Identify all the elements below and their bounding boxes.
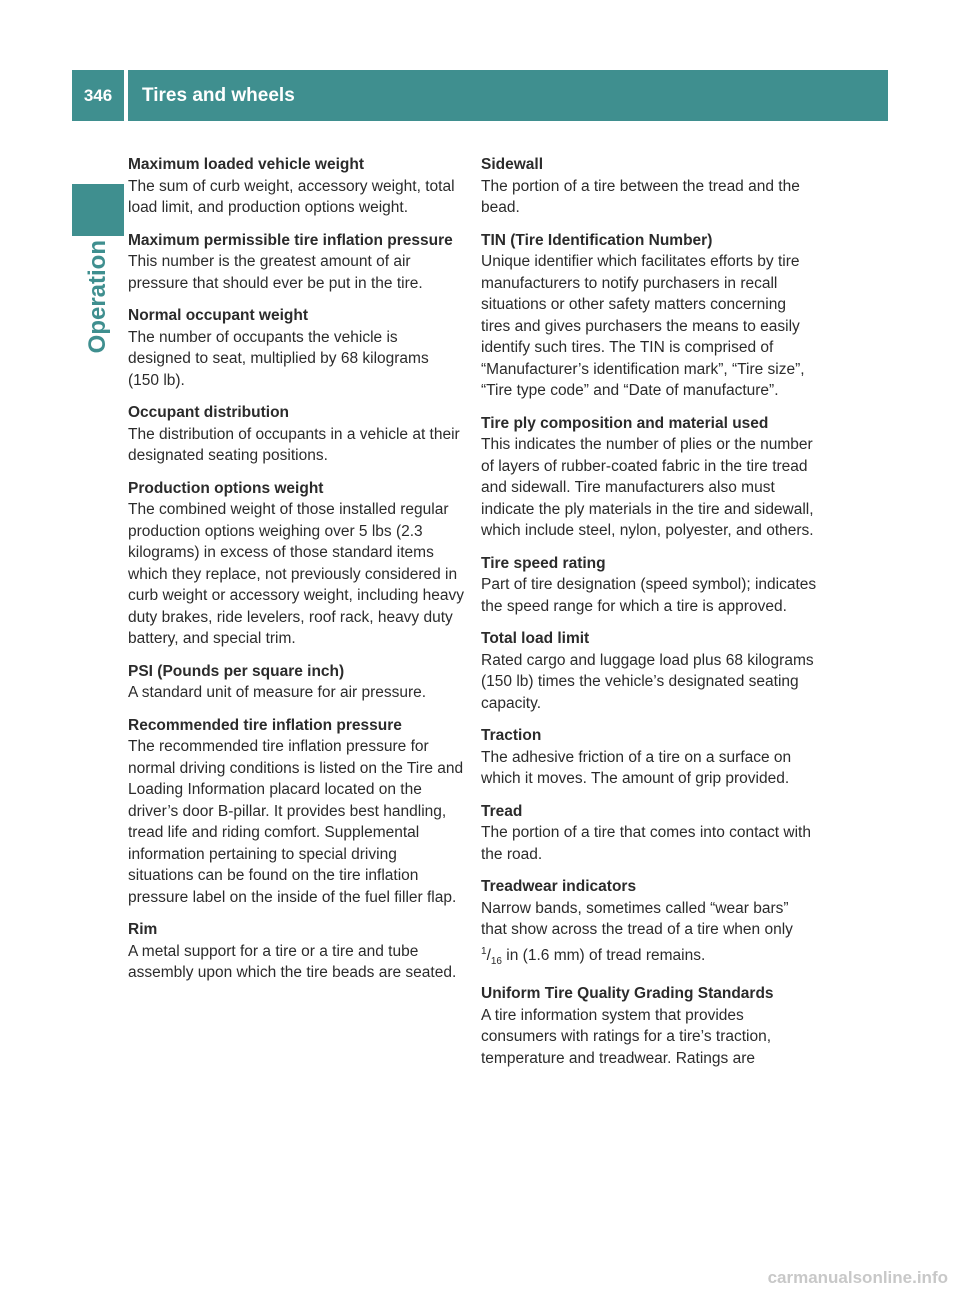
entry-term: Recommended tire inflation pressure: [128, 716, 402, 734]
entry-term: Tire ply composition and material used: [481, 414, 769, 432]
entry-term: Uniform Tire Quality Grading Standards: [481, 985, 774, 1003]
entry-term: Total load limit: [481, 630, 590, 647]
entry-definition: A metal support for a tire or a tire and tube assembly upon which the tire beads are seated.: [128, 942, 457, 981]
glossary-entry: [481, 725, 817, 790]
entry-definition: The distribution of occupants in a vehicle at their designated seating positions.: [128, 425, 460, 464]
entry-term: Maximum permissible tire inflation pressure: [128, 231, 453, 249]
entry-term: Sidewall: [481, 156, 544, 173]
entry-definition: The number of occupants the vehicle is designed to seat, multiplied by 68 kilograms (150 lb).: [128, 328, 429, 389]
right-column: [481, 154, 817, 1080]
entry-term: Occupant distribution: [128, 404, 290, 421]
glossary-entry: [128, 919, 464, 984]
glossary-entry: [128, 661, 464, 704]
glossary-entry: [481, 876, 817, 972]
entry-definition: The portion of a tire between the tread and the bead.: [481, 177, 800, 216]
entry-definition: Rated cargo and luggage load plus 68 kilograms (150 lb) times the vehicle’s designated seating capacity.: [481, 651, 814, 712]
entry-term: Treadwear indicators: [481, 878, 637, 895]
glossary-entry: [128, 715, 464, 909]
watermark: carmanualsonline.info: [767, 1268, 948, 1287]
entry-term: Traction: [481, 727, 542, 744]
entry-term: Tread: [481, 802, 523, 820]
entry-definition: The sum of curb weight, accessory weight, total load limit, and production options weight.: [128, 177, 455, 216]
glossary-entry: [481, 983, 817, 1069]
entry-term: PSI (Pounds per square inch): [128, 662, 345, 680]
entry-definition: A standard unit of measure for air pressure.: [128, 684, 427, 701]
side-tab: [72, 240, 124, 560]
left-column: [128, 154, 464, 995]
entry-definition: The recommended tire inflation pressure for normal driving conditions is listed on the Tire and Loading Information placard located on the driver’s door B-pillar. It provides best handling, tread life and riding comfort. Supplemental information pertaining to special driving situations can be found on the tire inflation pressure label on the inside of the fuel filler flap.: [128, 738, 464, 906]
page-number: 346: [72, 70, 124, 121]
entry-term: Production options weight: [128, 479, 324, 497]
glossary-entry: [128, 230, 464, 295]
entry-term: Normal occupant weight: [128, 307, 308, 324]
entry-definition: The adhesive friction of a tire on a surface on which it moves. The amount of grip provided.: [481, 748, 792, 787]
side-tab-label: Operation: [84, 240, 111, 354]
definition-text: in (1.6 mm) of tread remains.: [502, 946, 706, 964]
fraction-numerator: 1: [481, 945, 487, 957]
entry-definition: [481, 898, 817, 973]
entry-term: TIN (Tire Identification Number): [481, 231, 713, 249]
glossary-entry: [481, 801, 817, 866]
entry-term: Maximum loaded vehicle weight: [128, 156, 365, 173]
glossary-entry: [128, 305, 464, 391]
fraction-denominator: 16: [490, 955, 502, 967]
glossary-entry: [128, 154, 464, 219]
entry-definition: Part of tire designation (speed symbol); indicates the speed range for which a tire is approved.: [481, 576, 817, 615]
entry-definition: Unique identifier which facilitates efforts by tire manufacturers to notify purchasers in recall situations or other safety matters concerning tires and gives purchasers the means to easily identify such tires. The TIN is comprised of “Manufacturer’s identification mark”, “Tire size”, “Tire type code” and “Date of manufacture”.: [481, 253, 805, 399]
side-tab-marker: [72, 184, 124, 236]
glossary-entry: [128, 478, 464, 650]
glossary-entry: [481, 154, 817, 219]
section-title: Tires and wheels: [128, 70, 888, 121]
fraction: $^1/_{16}$: [481, 945, 502, 967]
glossary-entry: [481, 413, 817, 542]
glossary-entry: [128, 402, 464, 467]
entry-term: Tire speed rating: [481, 554, 606, 572]
entry-definition: A tire information system that provides consumers with ratings for a tire’s traction, temperature and treadwear. Ratings are: [481, 1006, 772, 1067]
entry-term: Rim: [128, 921, 158, 938]
entry-definition: The combined weight of those installed regular production options weighing over 5 lbs (2.3 kilograms) in excess of those standard items which they replace, not previously considered in curb weight or accessory weight, including heavy duty brakes, ride levelers, roof rack, heavy duty battery, and special trim.: [128, 501, 465, 647]
entry-definition: This number is the greatest amount of air pressure that should ever be put in the tire.: [128, 253, 423, 292]
entry-definition: The portion of a tire that comes into contact with the road.: [481, 824, 811, 863]
definition-text: Narrow bands, sometimes called “wear bars” that show across the tread of a tire when only: [481, 899, 793, 938]
glossary-entry: [481, 628, 817, 714]
glossary-entry: [481, 230, 817, 402]
glossary-entry: [481, 553, 817, 618]
entry-definition: This indicates the number of plies or the number of layers of rubber-coated fabric in the tire tread and sidewall. Tire manufacturers also must indicate the ply materials in the tire and sidewall, which include steel, nylon, polyester, and others.: [481, 436, 814, 539]
